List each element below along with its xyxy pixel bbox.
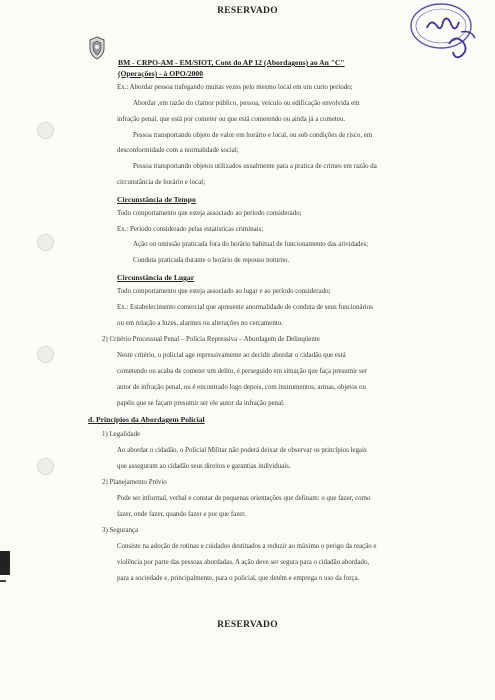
list-item-heading: 2) Planejamento Prévio: [102, 479, 167, 486]
text-line: ou em relação a luzes, alarmes ou alterações no cercamento.: [117, 320, 283, 327]
text-line: Ação ou omissão praticada fora do horário habitual de funcionamento das atividades;: [133, 241, 369, 248]
section-heading-tempo: Circunstância de Tempo: [117, 195, 196, 204]
punch-hole: [37, 346, 54, 363]
text-line: Pessoa transportando objetos utilizados usualmente para a pratica de crimes em razão da: [133, 163, 377, 170]
text-line: Pessoa transportando objeto de valor em horário e local, ou sob condições de risco, em: [133, 132, 373, 139]
text-line: Ao abordar o cidadão, o Policial Militar não poderá deixar de observar os princípios legais: [117, 447, 367, 454]
text-line: autor de infração penal, ou é encontrado logo depois, com instrumentos, armas, objetos ou: [117, 384, 366, 391]
text-line: Ex.: Abordar pessoa trafegando muitas vezes pelo mesmo local em um curto período;: [117, 84, 353, 91]
text-line: que asseguram ao cidadão seus direitos e garantias individuais.: [117, 463, 291, 470]
text-line: Todo comportamento que esteja associado ao lugar e ao período considerado;: [117, 288, 331, 295]
punch-hole: [37, 458, 54, 475]
text-line: Neste critério, o policial age repressivamente ao decidir abordar o cidadão que está: [117, 352, 346, 359]
text-line: Consiste na adoção de rotinas e cuidados destinados a reduzir ao máximo o perigo da reação e: [117, 543, 377, 550]
section-heading-principios: d. Princípios da Abordagem Policial: [88, 415, 205, 424]
document-reference: BM - CRPO-AM - EM/SIOT, Cont do AP 12 (Abordagens) ao An "C": [118, 58, 345, 67]
text-line: infração penal, que está por cometer ou que está cometendo ou ainda já a cometeu.: [117, 116, 346, 123]
punch-hole: [37, 122, 54, 139]
section-heading-lugar: Circunstância de Lugar: [117, 273, 195, 282]
text-line: Todo comportamento que esteja associado ao período considerado;: [117, 210, 302, 217]
text-line: circunstância de horário e local;: [117, 179, 206, 186]
text-line: violência por parte das pessoas abordadas. A ação deve ser segura para o cidadão abordado,: [117, 559, 370, 566]
text-line: Abordar ,em razão do clamor público, pessoa, veículo ou edificação envolvida em: [133, 100, 360, 107]
text-line: Ex.: Estabelecimento comercial que apresente anormalidade de conduta de seus funcionários: [117, 304, 373, 311]
list-item-heading: 3) Segurança: [102, 527, 139, 534]
list-item-heading: 1) Legalidade: [102, 431, 141, 438]
classification-header: RESERVADO: [217, 6, 278, 16]
text-line: cometendo ou acaba de cometer um delito, é perseguido em situação que faça presumir ser: [117, 368, 368, 375]
text-line: fazer, onde fazer, quando fazer e por que fazer.: [117, 511, 246, 518]
punch-hole: [37, 234, 54, 251]
text-line: desconformidade com a normalidade social;: [117, 147, 239, 154]
text-line: Conduta praticada durante o horário de repouso noturno.: [133, 257, 290, 264]
court-stamp-icon: [397, 0, 487, 62]
document-reference-cont: (Operações) - à OPO/2000: [118, 69, 203, 78]
classification-footer: RESERVADO: [217, 620, 278, 630]
scan-edge-mark: [0, 580, 6, 582]
text-line: para a sociedade e, principalmente, para o policial, que detém e emprega o uso da força.: [117, 575, 360, 582]
brigade-crest-icon: [88, 36, 106, 60]
scan-edge-mark: [0, 551, 10, 575]
text-line: Pode ser informal, verbal e constar de pequenas orientações que definam: o que fazer, como: [117, 495, 371, 502]
text-line: papéis que se façam presumir ser ele autor da infração penal.: [117, 400, 285, 407]
text-line: Ex.: Período considerado pelas estatísticas criminais;: [117, 226, 264, 233]
list-item-heading: 2) Critério Processual Penal – Polícia Repressiva – Abordagem de Delinqüente: [102, 336, 320, 343]
